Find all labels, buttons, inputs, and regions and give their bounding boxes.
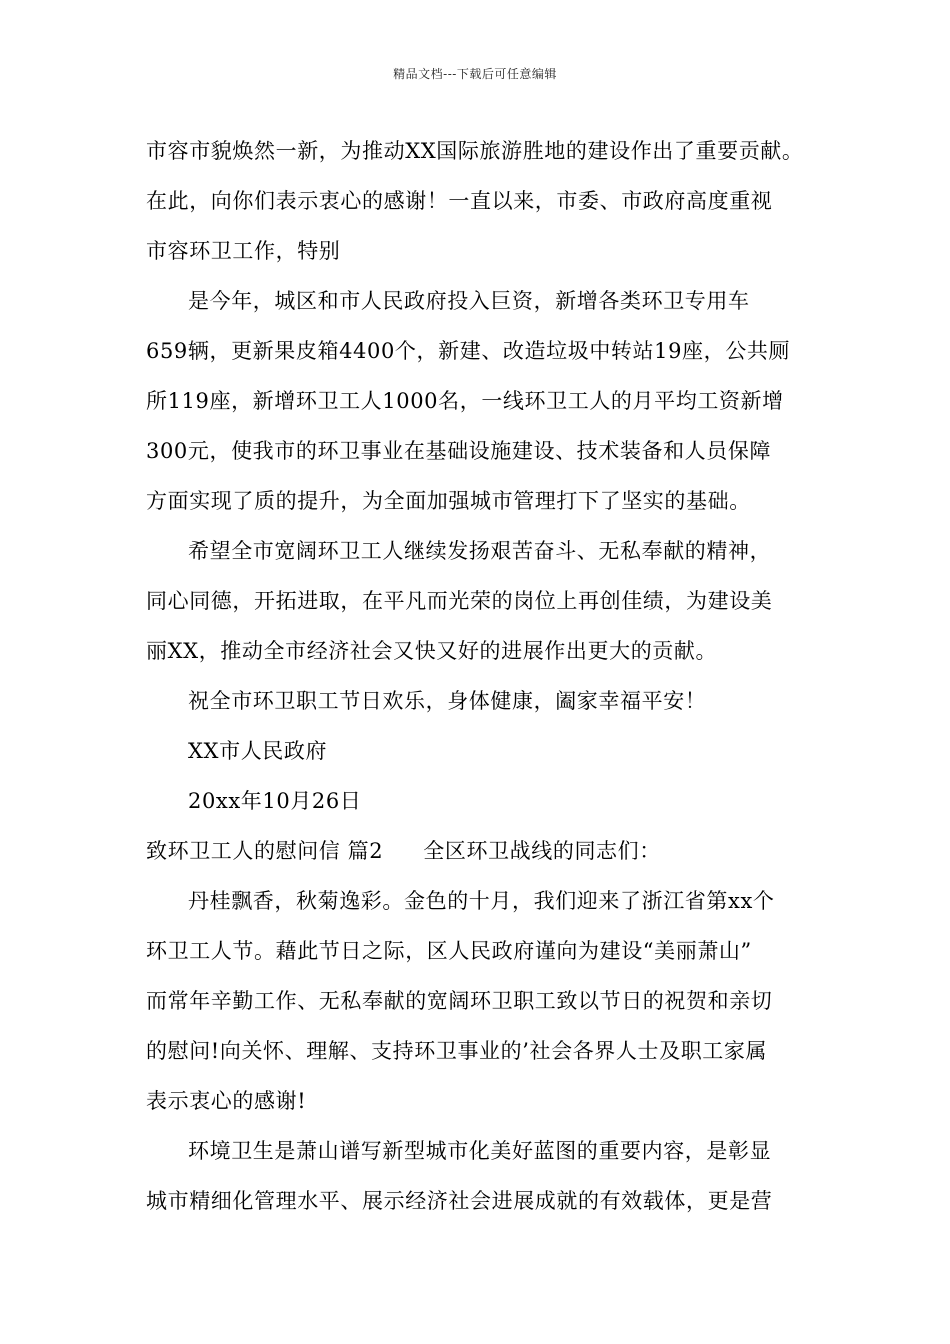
section-title-left: 致环卫工人的慰问信 篇2 bbox=[146, 839, 384, 863]
body-line: 市容市貌焕然一新，为推动XX国际旅游胜地的建设作出了重要贡献。 bbox=[146, 139, 804, 163]
signature-date: 20xx年10月26日 bbox=[188, 789, 362, 813]
body-line: 而常年辛勤工作、无私奉献的宽阔环卫职工致以节日的祝贺和亲切 bbox=[146, 989, 773, 1013]
body-line: 是今年，城区和市人民政府投入巨资，新增各类环卫专用车 bbox=[188, 289, 750, 313]
body-line: 环卫工人节。藉此节日之际，区人民政府谨向为建设“美丽萧山” bbox=[146, 939, 752, 963]
body-line: 659辆，更新果皮箱4400个，新建、改造垃圾中转站19座，公共厕 bbox=[146, 339, 791, 363]
body-line: 祝全市环卫职工节日欢乐，身体健康，阖家幸福平安！ bbox=[188, 689, 707, 713]
page-header: 精品文档---下载后可任意编辑 bbox=[393, 67, 557, 81]
signature-org: XX市人民政府 bbox=[188, 739, 328, 763]
body-line: 丹桂飘香，秋菊逸彩。金色的十月，我们迎来了浙江省第xx个 bbox=[188, 889, 775, 913]
body-line: 所119座，新增环卫工人1000名，一线环卫工人的月平均工资新增 bbox=[146, 389, 784, 413]
body-line: 同心同德，开拓进取，在平凡而光荣的岗位上再创佳绩，为建设美 bbox=[146, 589, 773, 613]
body-line: 300元，使我市的环卫事业在基础设施建设、技术装备和人员保障 bbox=[146, 439, 772, 463]
section-title bbox=[146, 837, 661, 865]
body-line: 环境卫生是萧山谱写新型城市化美好蓝图的重要内容，是彰显 bbox=[188, 1139, 772, 1163]
body-line: 在此，向你们表示衷心的感谢！一直以来，市委、市政府高度重视 bbox=[146, 189, 773, 213]
body-line: 城市精细化管理水平、展示经济社会进展成就的有效载体，更是营 bbox=[146, 1189, 773, 1213]
body-line: 丽XX，推动全市经济社会又快又好的进展作出更大的贡献。 bbox=[146, 639, 718, 663]
body-line: 表示衷心的感谢! bbox=[146, 1089, 307, 1113]
body-line: 市容环卫工作，特别 bbox=[146, 239, 341, 263]
section-title-right: 全区环卫战线的同志们： bbox=[423, 839, 661, 863]
body-line: 的慰问!向关怀、理解、支持环卫事业的’社会各界人士及职工家属 bbox=[146, 1039, 768, 1063]
body-line: 希望全市宽阔环卫工人继续发扬艰苦奋斗、无私奉献的精神， bbox=[188, 539, 772, 563]
body-line: 方面实现了质的提升，为全面加强城市管理打下了坚实的基础。 bbox=[146, 489, 751, 513]
